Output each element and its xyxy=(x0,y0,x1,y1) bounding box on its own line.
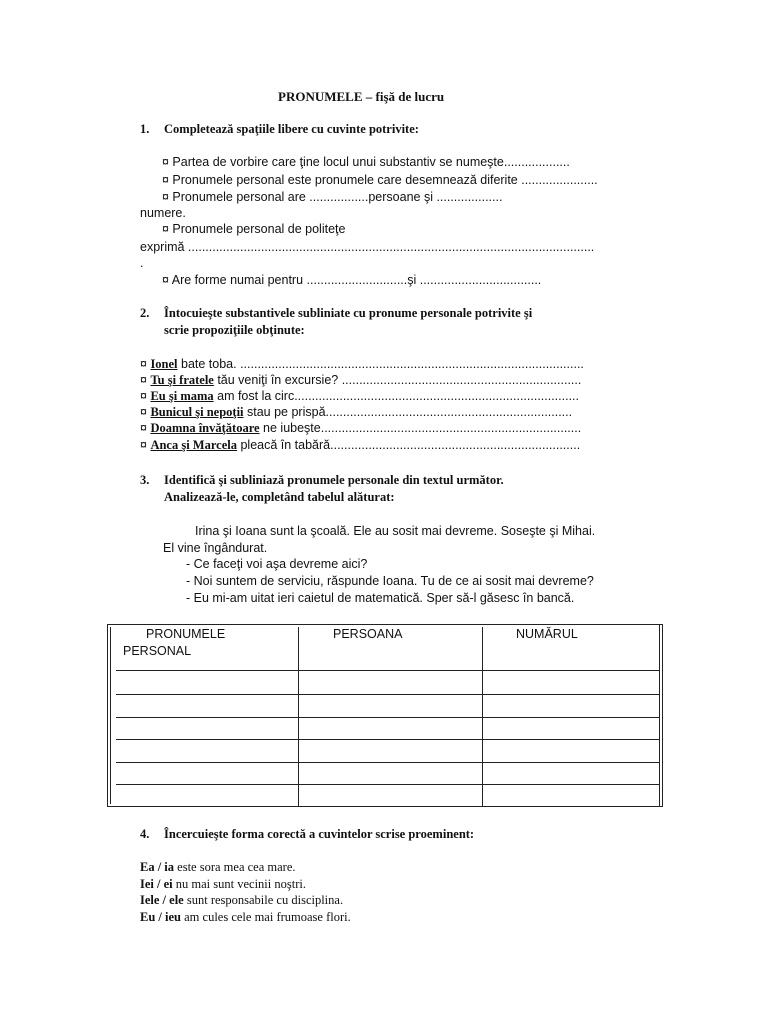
ex3-heading-line-2: Analizează-le, completând tabelul alăturat: xyxy=(164,490,395,504)
ex4-choice[interactable]: Iei / ei xyxy=(140,877,173,891)
table-cell[interactable] xyxy=(300,672,480,693)
ex2-subject: Bunicul şi nepoţii xyxy=(150,405,244,419)
ex2-rest: pleacă în tabără........................................................................ xyxy=(237,438,581,452)
ex3-dialogue-1: - Ce faceţi voi aşa devreme aici? xyxy=(186,557,368,571)
ex2-subject: Ionel xyxy=(150,357,178,371)
bullet-icon: ¤ xyxy=(140,373,147,387)
bullet-icon: ¤ xyxy=(140,421,147,435)
ex4-item xyxy=(140,860,296,875)
table-cell[interactable] xyxy=(484,672,658,693)
ex1-line-5: ¤ Pronumele personal de politeţe xyxy=(162,222,346,236)
ex2-heading-line-1: Întocuieşte substantivele subliniate cu pronume personale potrivite şi xyxy=(164,306,533,320)
table-cell[interactable] xyxy=(116,672,296,693)
table-header-numarul: NUMĂRUL xyxy=(516,627,578,641)
ex1-number: 1. xyxy=(140,122,150,136)
ex2-item xyxy=(140,357,584,372)
ex3-paragraph-line-1: Irina şi Ioana sunt la şcoală. Ele au sosit mai devreme. Soseşte şi Mihai. xyxy=(195,524,596,538)
ex2-rest: am fost la circ.................................................................................. xyxy=(213,389,579,403)
ex2-item xyxy=(140,373,581,388)
ex2-number: 2. xyxy=(140,306,150,320)
bullet-icon: ¤ xyxy=(140,389,147,403)
page-title: PRONUMELE – fişă de lucru xyxy=(278,89,445,104)
ex3-number: 3. xyxy=(140,473,150,487)
ex2-rest: stau pe prispă....................................................................... xyxy=(243,405,573,419)
table-header-personal: PERSONAL xyxy=(123,644,192,658)
ex2-item xyxy=(140,421,581,436)
ex3-heading-line-1: Identifică şi subliniază pronumele personale din textul următor. xyxy=(164,473,504,487)
ex4-number: 4. xyxy=(140,827,150,841)
ex1-line-1: ¤ Partea de vorbire care ţine locul unui substantiv se numeşte................... xyxy=(162,155,570,169)
ex4-rest: am cules cele mai frumoase flori. xyxy=(181,910,351,924)
ex2-rest: ne iubeşte........................................................................... xyxy=(259,421,582,435)
ex2-item xyxy=(140,389,579,404)
ex4-heading: Încercuieşte forma corectă a cuvintelor scrise proeminent: xyxy=(164,827,475,841)
ex3-paragraph-line-2: El vine îngândurat. xyxy=(163,541,268,555)
ex4-rest: sunt responsabile cu disciplina. xyxy=(183,893,344,907)
ex4-item xyxy=(140,910,351,925)
ex3-dialogue-3: - Eu mi-am uitat ieri caietul de matematică. Sper să-l găsesc în bancă. xyxy=(186,591,575,605)
ex2-item xyxy=(140,438,580,453)
bullet-icon: ¤ xyxy=(140,438,147,452)
ex2-subject: Tu şi fratele xyxy=(150,373,214,387)
ex2-rest: bate toba. ................................................................................................... xyxy=(177,357,584,371)
ex4-choice[interactable]: Eu / ieu xyxy=(140,910,181,924)
ex4-choice[interactable]: Ea / ia xyxy=(140,860,175,874)
ex1-line-6: exprimă ..................................................................................................................... xyxy=(140,240,595,254)
ex1-line-3: ¤ Pronumele personal are .................persoane şi ................... xyxy=(162,190,503,204)
ex4-choice[interactable]: Iele / ele xyxy=(140,893,184,907)
ex2-subject: Anca şi Marcela xyxy=(150,438,237,452)
ex2-rest: tău veniţi în excursie? ..................................................................... xyxy=(213,373,582,387)
ex4-rest: este sora mea cea mare. xyxy=(174,860,296,874)
ex1-line-4: numere. xyxy=(140,206,186,220)
ex2-subject: Doamna învăţătoare xyxy=(150,421,260,435)
ex2-subject: Eu şi mama xyxy=(150,389,214,403)
ex1-heading: Completează spaţiile libere cu cuvinte potrivite: xyxy=(164,122,419,136)
table-header-persoana: PERSOANA xyxy=(333,627,403,641)
ex3-dialogue-2: - Noi suntem de serviciu, răspunde Ioana. Tu de ce ai sosit mai devreme? xyxy=(186,574,594,588)
ex1-line-7: . xyxy=(140,256,144,270)
ex4-item xyxy=(140,877,306,892)
ex4-item xyxy=(140,893,343,908)
table-header-pronume: PRONUMELE xyxy=(146,627,226,641)
ex1-line-2: ¤ Pronumele personal este pronumele care desemnează diferite ...................... xyxy=(162,173,598,187)
ex2-heading-line-2: scrie propoziţiile obţinute: xyxy=(164,323,305,337)
ex2-item xyxy=(140,405,572,420)
ex1-line-8: ¤ Are forme numai pentru .............................şi ................................... xyxy=(162,273,542,287)
bullet-icon: ¤ xyxy=(140,405,147,419)
ex4-rest: nu mai sunt vecinii noştri. xyxy=(172,877,306,891)
bullet-icon: ¤ xyxy=(140,357,147,371)
